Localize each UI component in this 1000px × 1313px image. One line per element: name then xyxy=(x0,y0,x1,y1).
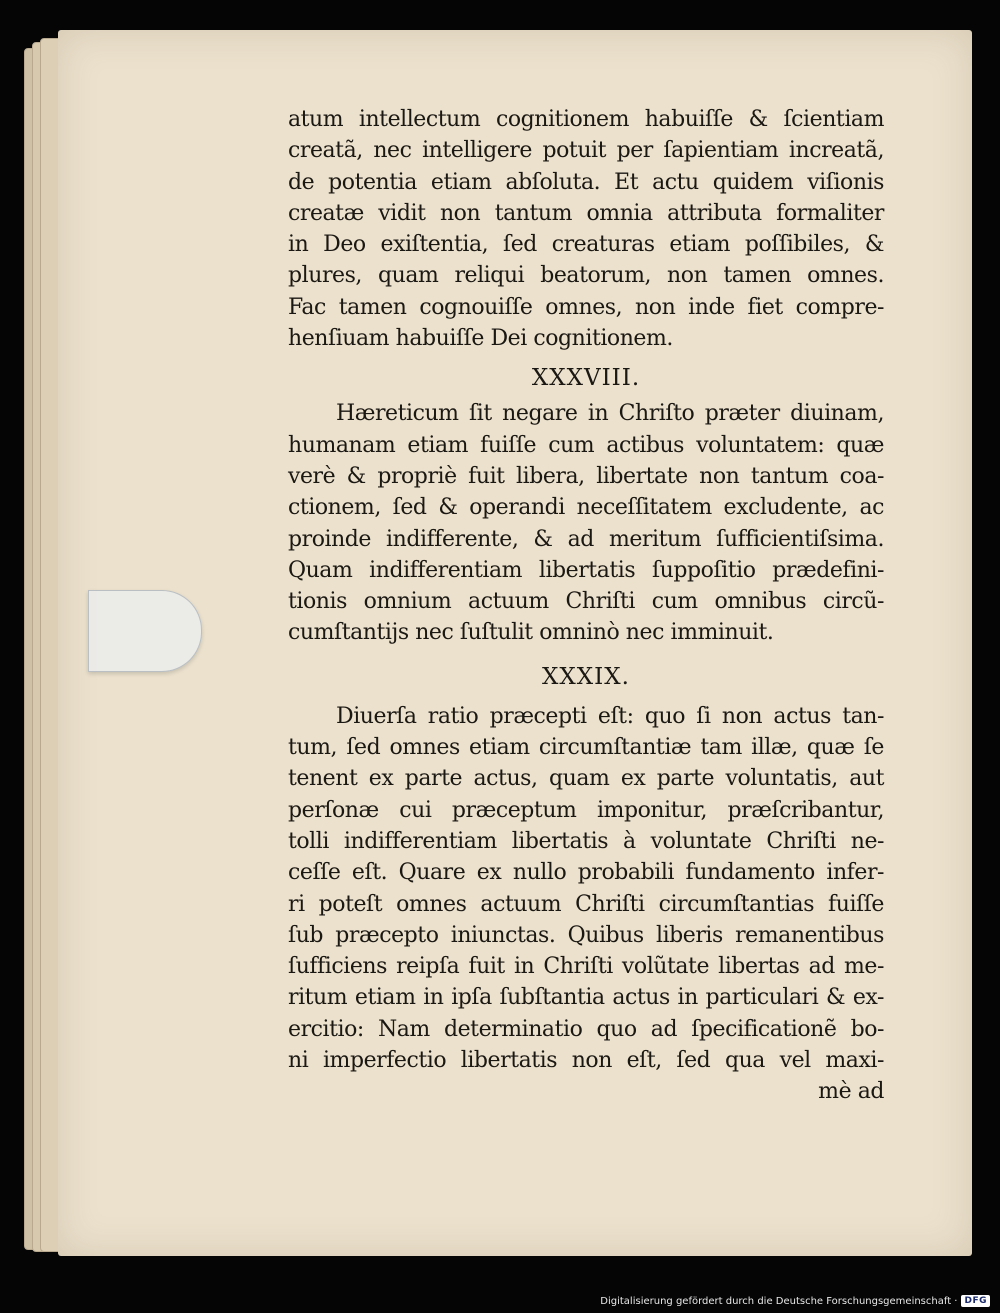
text-line: ritum etiam in ipſa ſubſtantia actus in particulari & ex- xyxy=(288,985,884,1011)
text-line: perſonæ cui præceptum imponitur, præſcribantur, xyxy=(288,797,884,823)
page-clip xyxy=(88,590,202,672)
text-line: ceſſe eſt. Quare ex nullo probabili fundamento infer- xyxy=(288,860,884,886)
text-line: plures, quam reliqui beatorum, non tamen omnes. xyxy=(288,263,884,289)
text-line: creatæ vidit non tantum omnia attributa formaliter xyxy=(288,200,884,226)
text-line: ercitio: Nam determinatio quo ad ſpecificationẽ bo- xyxy=(288,1016,884,1042)
paragraph-3 xyxy=(288,701,884,1108)
text-line: Fac tamen cognouiſſe omnes, non inde fiet compre- xyxy=(288,294,884,320)
paragraph-1 xyxy=(288,104,884,354)
text-line: creatã, nec intelligere potuit per ſapientiam increatã, xyxy=(288,138,884,164)
text-line: ri poteſt omnes actuum Chriſti circumſtantias fuiſſe xyxy=(288,891,884,917)
text-line: in Deo exiſtentia, ſed creaturas etiam poſſibiles, & xyxy=(288,232,884,258)
digitization-credit xyxy=(600,1293,990,1309)
text-line: tolli indifferentiam libertatis à voluntate Chriſti ne- xyxy=(288,828,884,854)
text-line: proinde indifferente, & ad meritum ſufficientiſsima. xyxy=(288,526,884,552)
text-line: de potentia etiam abſoluta. Et actu quidem viſionis xyxy=(288,169,884,195)
text-line: atum intellectum cognitionem habuiſſe & ſcientiam xyxy=(288,107,884,132)
text-line: ctionem, ſed & operandi neceſſitatem excludente, ac xyxy=(288,495,884,521)
text-line: Diuerſa ratio præcepti eſt: quo ſi non actus tan- xyxy=(336,703,884,729)
section-heading: XXXVIII. xyxy=(531,365,641,392)
credit-text: Digitalisierung gefördert durch die Deutsche Forschungsgemeinschaft · xyxy=(600,1295,958,1307)
paragraph-2 xyxy=(288,398,884,648)
page-text xyxy=(288,104,884,1108)
section-heading: XXXIX. xyxy=(542,663,630,690)
text-line: tenent ex parte actus, quam ex parte voluntatis, aut xyxy=(288,766,884,792)
catchword: mè ad xyxy=(818,1079,884,1105)
dfg-logo: DFG xyxy=(961,1295,990,1307)
text-line: ſub præcepto iniunctas. Quibus liberis remanentibus xyxy=(288,922,884,948)
text-line: henſiuam habuiſſe Dei cognitionem. xyxy=(288,326,673,352)
text-line: ni imperfectio libertatis non eſt, ſed qua vel maxi- xyxy=(288,1048,884,1074)
text-line: Hæreticum ſit negare in Chriſto præter diuinam, xyxy=(336,401,884,427)
text-line: Quam indifferentiam libertatis ſuppoſitio prædefini- xyxy=(288,557,884,583)
text-line: ſufficiens reipſa fuit in Chriſti volũtate libertas ad me- xyxy=(288,954,884,980)
text-line: humanam etiam fuiſſe cum actibus voluntatem: quæ xyxy=(288,432,884,458)
text-line: cumſtantijs nec ſuſtulit omninò nec imminuit. xyxy=(288,620,774,646)
text-line: verè & propriè fuit libera, libertate non tantum coa- xyxy=(288,463,884,489)
text-line: tionis omnium actuum Chriſti cum omnibus circũ- xyxy=(288,589,884,615)
text-line: tum, ſed omnes etiam circumſtantiæ tam illæ, quæ ſe xyxy=(288,735,884,761)
